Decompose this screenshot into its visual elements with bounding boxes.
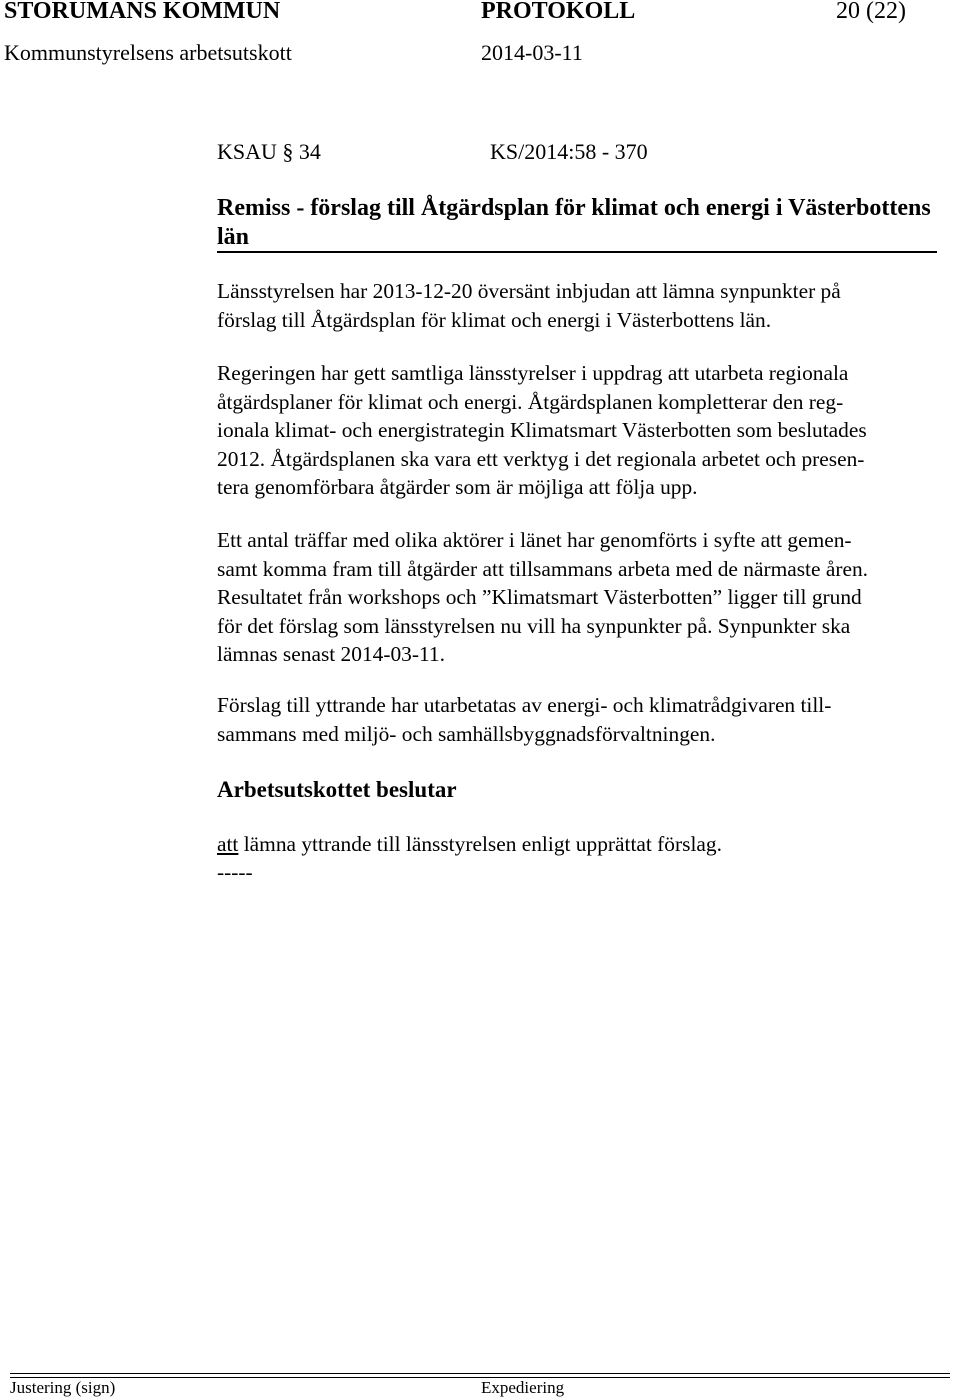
- decision-text: [217, 830, 722, 859]
- end-mark: -----: [217, 860, 253, 884]
- committee-name: Kommunstyrelsens arbetsutskott: [4, 40, 292, 65]
- case-title-line2: län: [217, 223, 937, 253]
- municipality-name: STORUMANS KOMMUN: [4, 0, 281, 24]
- decision-keyword: att: [217, 832, 239, 856]
- case-title-line1: Remiss - förslag till Åtgärdsplan för klimat och energi i Västerbottens: [217, 195, 931, 221]
- paragraph-1: Länsstyrelsen har 2013-12-20 översänt inbjudan att lämna synpunkter på förslag till Åtgärdsplan för klimat och energi i Västerbottens län.: [217, 279, 841, 332]
- page-number: 20 (22): [836, 0, 906, 24]
- dispatch-label: Expediering: [481, 1378, 565, 1397]
- footer-divider: [10, 1373, 950, 1374]
- decision-body: lämna yttrande till länsstyrelsen enligt upprättat förslag.: [238, 832, 722, 856]
- document-type: PROTOKOLL: [481, 0, 636, 24]
- meeting-date: 2014-03-11: [481, 40, 583, 65]
- case-title: [217, 193, 937, 253]
- paragraph-2: Regeringen har gett samtliga länsstyrelser i uppdrag att utarbeta regionala åtgärdsplaner för klimat och energi. Åtgärdsplanen kompletterar den reg- ionala klimat- och energistrategin Klimatsmart Västerbotten som beslutades 2012. Åtgärdsplanen ska vara ett verktyg i det regionala arbetet och presen- tera genomförbara åtgärder som är möjliga att följa upp.: [217, 361, 867, 499]
- signature-label: Justering (sign): [10, 1378, 116, 1397]
- decision-heading: Arbetsutskottet beslutar: [217, 777, 457, 802]
- paragraph-3: Ett antal träffar med olika aktörer i länet har genomförts i syfte att gemen- samt komma fram till åtgärder att tillsammans arbeta med de närmaste åren. Resultatet från workshops och ”Klimatsmart Västerbotten” ligger till grund för det förslag som länsstyrelsen nu vill ha synpunkter på. Synpunkter ska lämnas senast 2014-03-11.: [217, 528, 868, 666]
- case-reference: KS/2014:58 - 370: [490, 139, 648, 164]
- footer-divider-2: [10, 1377, 950, 1378]
- paragraph-4: Förslag till yttrande har utarbetatas av energi- och klimatrådgivaren till- sammans med miljö- och samhällsbyggnadsförvaltningen.: [217, 693, 832, 746]
- case-id: KSAU § 34: [217, 139, 321, 164]
